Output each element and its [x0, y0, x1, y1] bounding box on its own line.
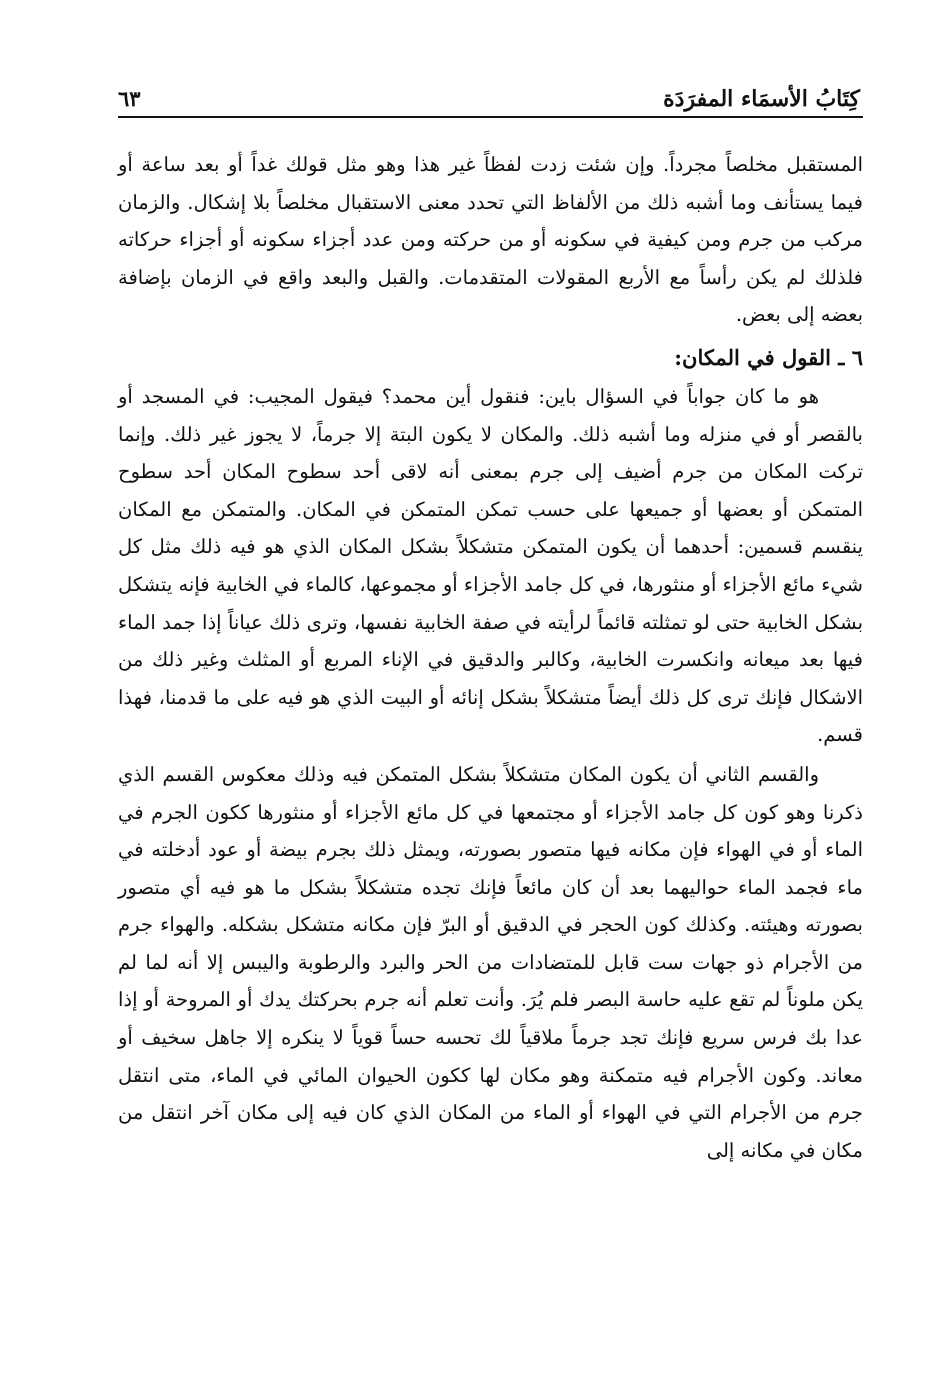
paragraph-time-continued: المستقبل مخلصاً مجرداً. وإن شئت زدت لفظاً غير هذا وهو مثل قولك غداً أو بعد ساعة أو فيما يستأنف وما أشبه ذلك من الألفاظ التي تحدد معنى الاستقبال مخلصاً بلا إشكال. والزمان مركب من جرم ومن كيفية في سكونه أو من حركته ومن عدد أجزاء سكونه أو أجزاء حركاته فلذلك لم يكن رأساً مع الأربع المقولات المتقدمات. والقبل والبعد واقع في الزمان بإضافة بعضه إلى بعض. [118, 153, 863, 327]
document-body [118, 146, 863, 1169]
running-header [118, 84, 860, 118]
paragraph-place-second-division: والقسم الثاني أن يكون المكان متشكلاً بشكل المتمكن فيه وذلك معكوس القسم الذي ذكرنا وهو كون كل جامد الأجزاء أو مجتمعها في كل مائع الأجزاء أو منثورها ككون الجرم في الماء أو في الهواء فإن مكانه فيها متصور بصورته، ويمثل ذلك بجرم بيضة أو عود أدخلته في ماء فجمد الماء حواليهما بعد أن كان مائعاً فإنك تجده متشكلاً بشكل ما هو فيه أي متصور بصورته وهيئته. وكذلك كون الحجر في الدقيق أو البرّ فإن مكانه متشكل بشكله. والهواء جرم من الأجرام ذو جهات ست قابل للمتضادات من الحر والبرد والرطوبة واليبس إلا أنه لما لم يكن ملوناً لم تقع عليه حاسة البصر فلم يُرَ. وأنت تعلم أنه جرم بحركتك يدك أو المروحة أو إذا عدا بك فرس سريع فإنك تجد جرماً ملاقياً لك تحسه حساً قوياً لا ينكره إلا جاهل سخيف أو معاند. وكون الأجرام فيه متمكنة وهو مكان لها ككون الحيوان المائي في الماء، متى انتقل جرم من الأجرام التي في الهواء أو الماء من المكان الذي كان فيه إلى مكان آخر انتقل من مكان في مكانه إلى [118, 762, 863, 1162]
section-heading-place: ٦ ـ القول في المكان: [674, 344, 863, 370]
page-number: ٦٣ [118, 86, 141, 111]
header-rule [118, 116, 863, 118]
paragraph-place-definition: هو ما كان جواباً في السؤال باين: فنقول أين محمد؟ فيقول المجيب: في المسجد أو بالقصر أو في منزله وما أشبه ذلك. والمكان لا يكون البتة إلا جرماً، لا يجوز غير ذلك. وإنما تركت المكان من جرم أضيف إلى جرم بمعنى أنه لاقى أحد سطوح المكان أحد سطوح المتمكن أو بعضها أو جميعها على حسب تمكن المتمكن في المكان. والمتمكن مع المكان ينقسم قسمين: أحدهما أن يكون المتمكن متشكلاً بشكل المكان الذي هو فيه ذلك مثل كل شيء مائع الأجزاء أو منثورها، في كل جامد الأجزاء أو مجموعها، كالماء في الخابية فإنه يتشكل بشكل الخابية حتى لو تمثلته قائماً لرأيته في صفة الخابية نفسها، وترى ذلك عياناً إذا جمد الماء فيها بعد ميعانه وانكسرت الخابية، وكالبر والدقيق في الإناء المربع أو المثلث وغير ذلك من الاشكال فإنك ترى كل ذلك أيضاً متشكلاً بشكل إنائه أو البيت الذي هو فيه على ما قدمنا، فهذا قسم. [118, 384, 863, 747]
running-title: كِتَابُ الأسمَاء المفرَدَة [663, 86, 860, 112]
